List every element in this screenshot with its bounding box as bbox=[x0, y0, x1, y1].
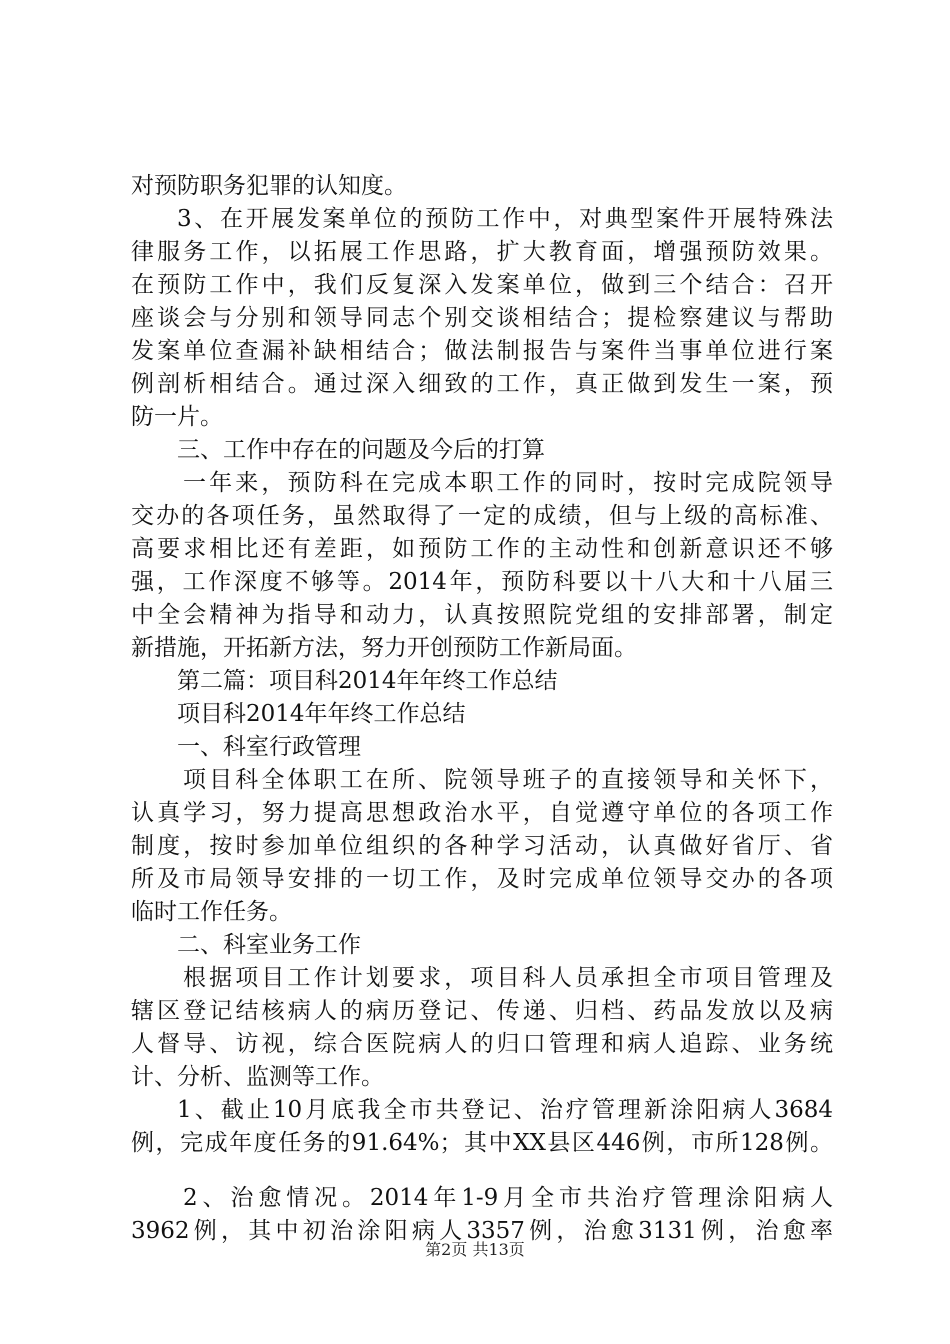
text-line: 防一片。 bbox=[131, 404, 223, 430]
text-line: 3962例，其中初治涂阳病人3357例，治愈3131例，治愈率 bbox=[131, 1218, 833, 1244]
section-heading: 二、科室业务工作 bbox=[177, 932, 361, 958]
text-line: 在预防工作中，我们反复深入发案单位，做到三个结合：召开 bbox=[131, 272, 833, 298]
text-line: 发案单位查漏补缺相结合；做法制报告与案件当事单位进行案 bbox=[131, 338, 833, 364]
text-line: 新措施，开拓新方法，努力开创预防工作新局面。 bbox=[131, 635, 637, 661]
text-line: 计、分析、监测等工作。 bbox=[131, 1064, 384, 1090]
text-line: 律服务工作，以拓展工作思路，扩大教育面，增强预防效果。 bbox=[131, 239, 833, 265]
text-line: 一年来，预防科在完成本职工作的同时，按时完成院领导 bbox=[183, 470, 833, 496]
text-line: 制度，按时参加单位组织的各种学习活动，认真做好省厅、省 bbox=[131, 833, 833, 859]
article-heading: 第二篇：项目科2014年年终工作总结 bbox=[177, 668, 558, 694]
page-number-footer: 第2页 共13页 bbox=[425, 1240, 525, 1259]
text-line: 临时工作任务。 bbox=[131, 899, 292, 925]
section-heading: 一、科室行政管理 bbox=[177, 734, 361, 760]
text-line: 对预防职务犯罪的认知度。 bbox=[131, 173, 407, 199]
text-line: 座谈会与分别和领导同志个别交谈相结合；提检察建议与帮助 bbox=[131, 305, 833, 331]
text-line: 例，完成年度任务的91.64%；其中XX县区446例，市所128例。 bbox=[131, 1130, 833, 1156]
text-line: 交办的各项任务，虽然取得了一定的成绩，但与上级的高标准、 bbox=[131, 503, 833, 529]
article-title: 项目科2014年年终工作总结 bbox=[177, 701, 466, 727]
text-line: 所及市局领导安排的一切工作，及时完成单位领导交办的各项 bbox=[131, 866, 833, 892]
text-line: 认真学习，努力提高思想政治水平，自觉遵守单位的各项工作 bbox=[131, 800, 833, 826]
text-line: 根据项目工作计划要求，项目科人员承担全市项目管理及 bbox=[183, 965, 833, 991]
paragraph-gap bbox=[131, 1160, 833, 1182]
text-line: 高要求相比还有差距，如预防工作的主动性和创新意识还不够 bbox=[131, 536, 833, 562]
text-line: 强，工作深度不够等。2014年，预防科要以十八大和十八届三 bbox=[131, 569, 833, 595]
text-line: 2、治愈情况。2014年1-9月全市共治疗管理涂阳病人 bbox=[183, 1185, 833, 1211]
text-line: 1、截止10月底我全市共登记、治疗管理新涂阳病人3684 bbox=[177, 1097, 833, 1123]
document-body bbox=[131, 170, 833, 1248]
text-line: 3、在开展发案单位的预防工作中，对典型案件开展特殊法 bbox=[177, 206, 833, 232]
text-line: 例剖析相结合。通过深入细致的工作，真正做到发生一案，预 bbox=[131, 371, 833, 397]
text-line: 中全会精神为指导和动力，认真按照院党组的安排部署，制定 bbox=[131, 602, 833, 628]
section-heading: 三、工作中存在的问题及今后的打算 bbox=[177, 437, 545, 463]
text-line: 人督导、访视，综合医院病人的归口管理和病人追踪、业务统 bbox=[131, 1031, 833, 1057]
text-line: 辖区登记结核病人的病历登记、传递、归档、药品发放以及病 bbox=[131, 998, 833, 1024]
text-line: 项目科全体职工在所、院领导班子的直接领导和关怀下， bbox=[183, 767, 833, 793]
